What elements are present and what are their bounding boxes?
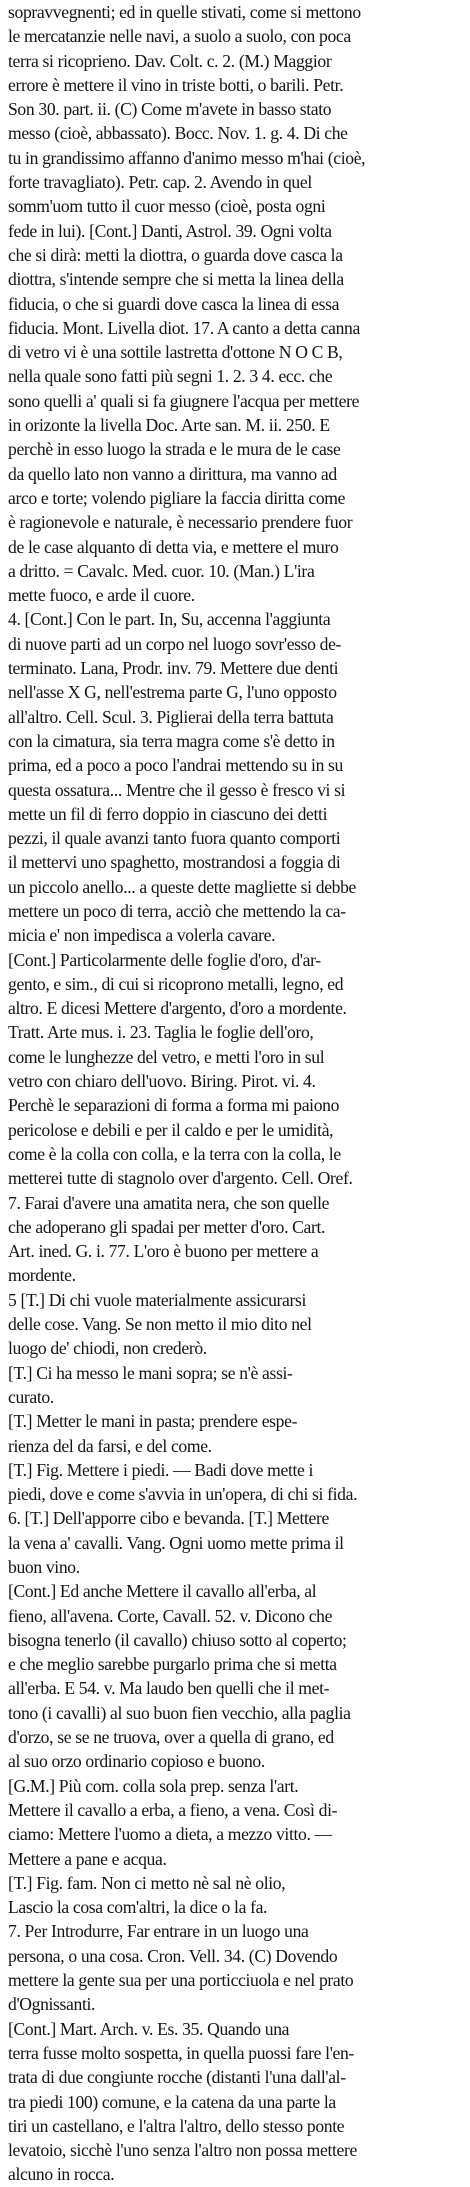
text-line: le mercatanzie nelle navi, a suolo a suolo, con poca <box>8 26 351 47</box>
text-line: Art. ined. G. i. 77. L'oro è buono per mettere a <box>8 1241 319 1262</box>
text-line: delle cose. Vang. Se non metto il mio dito nel <box>8 1314 312 1335</box>
text-line: fiducia. Mont. Livella diot. 17. A canto a detta canna <box>8 317 360 338</box>
text-line: altro. E dicesi Mettere d'argento, d'oro a mordente. <box>8 998 347 1019</box>
text-line: da quello lato non vanno a dirittura, ma vanno ad <box>8 463 337 484</box>
text-line: 6. [T.] Dell'apporre cibo e bevanda. [T.] Mettere <box>8 1508 329 1529</box>
text-line: buon vino. <box>8 1557 80 1577</box>
text-line: [T.] Fig. fam. Non ci metto nè sal nè olio, <box>8 1872 286 1893</box>
text-line: Tratt. Arte mus. i. 23. Taglia le foglie dell'oro, <box>8 1022 314 1043</box>
text-line: e che meglio sarebbe purgarlo prima che si metta <box>8 1654 337 1675</box>
text-line: terra si ricoprieno. Dav. Colt. c. 2. (M.) Maggior <box>8 50 332 71</box>
text-line: [T.] Ci ha messo le mani sopra; se n'è assi- <box>8 1362 293 1383</box>
text-line: 7. Farai d'avere una amatita nera, che son quelle <box>8 1192 330 1213</box>
text-line: ciamo: Mettere l'uomo a dieta, a mezzo vitto. — <box>8 1824 332 1845</box>
text-line: bisogna tenerlo (il cavallo) chiuso sotto al coperto; <box>8 1629 347 1650</box>
text-line: in orizonte la livella Doc. Arte san. M. ii. 250. E <box>8 415 330 436</box>
text-line: a dritto. = Cavalc. Med. cuor. 10. (Man.) L'ira <box>8 560 315 581</box>
text-line: pericolose e debili e per il caldo e per le umidità, <box>8 1119 334 1140</box>
text-line: con la cimatura, sia terra magra come s'è detto in <box>8 730 335 751</box>
text-line: Lascio la cosa com'altri, la dice o la fa. <box>8 1897 268 1918</box>
text-line: de le case alquanto di detta via, e mettere el muro <box>8 536 339 557</box>
text-line: mette fuoco, e arde il cuore. <box>8 585 195 606</box>
text-line: [Cont.] Particolarmente delle foglie d'oro, d'ar- <box>8 949 321 970</box>
text-line: al suo orzo ordinario copioso e buono. <box>8 1751 265 1772</box>
text-line: prima, ed a poco a poco l'andrai mettendo su in su <box>8 755 344 776</box>
text-line: mordente. <box>8 1265 76 1286</box>
text-line: Mettere a pane e acqua. <box>8 1848 167 1869</box>
text-line: vetro con chiaro dell'uovo. Biring. Pirot. vi. 4. <box>8 1071 316 1092</box>
text-line: Perchè le separazioni di forma a forma mi paiono <box>8 1095 340 1116</box>
text-line: [T.] Metter le mani in pasta; prendere espe- <box>8 1411 298 1432</box>
text-line: messo (cioè, abbassato). Bocc. Nov. 1. g. 4. Di che <box>8 123 348 144</box>
text-line: alcuno in rocca. <box>8 2164 115 2185</box>
text-line: 5 [T.] Di chi vuole materialmente assicurarsi <box>8 1289 307 1310</box>
text-line: d'orzo, se se ne truova, over a quella di grano, ed <box>8 1727 334 1748</box>
text-line: trata di due congiunte rocche (distanti l'una dall'al- <box>8 2067 346 2088</box>
text-line: all'altro. Cell. Scul. 3. Piglierai della terra battuta <box>8 706 334 727</box>
text-line: Mettere il cavallo a erba, a fieno, a vena. Così di- <box>8 1799 338 1820</box>
text-line: pezzi, il quale avanzi tanto fuora quanto comporti <box>8 828 341 849</box>
text-line: come le lunghezze del vetro, e metti l'oro in sul <box>8 1046 325 1067</box>
text-line: di nuove parti ad un corpo nel luogo sovr'esso de- <box>8 633 342 654</box>
text-line: tra piedi 100) comune, e la catena da una parte la <box>8 2091 336 2112</box>
text-line: piedi, dove e come s'avvia in un'opera, di chi si fida. <box>8 1484 358 1505</box>
text-line: forte travagliato). Petr. cap. 2. Avendo in quel <box>8 172 312 193</box>
text-line: sono quelli a' quali si fa giugnere l'acqua per mettere <box>8 390 360 411</box>
text-line: la vena a' cavalli. Vang. Ogni uomo mette prima il <box>8 1532 344 1553</box>
text-line: 7. Per Introdurre, Far entrare in un luogo una <box>8 1921 309 1942</box>
text-line: nella quale sono fatti più segni 1. 2. 3 4. ecc. che <box>8 366 333 387</box>
text-line: rienza del da farsi, e del come. <box>8 1435 212 1456</box>
text-line: Son 30. part. ii. (C) Come m'avete in basso stato <box>8 99 332 120</box>
text-line: metterei tutte di stagnolo over d'argento. Cell. Oref. <box>8 1168 353 1189</box>
text-line: gento, e sim., di cui si ricoprono metalli, legno, ed <box>8 973 344 994</box>
text-line: tono (i cavalli) al suo buon fien vecchio, alla paglia <box>8 1702 351 1723</box>
text-line: questa ossatura... Mentre che il gesso è fresco vi si <box>8 779 346 800</box>
text-line: [Cont.] Ed anche Mettere il cavallo all'erba, al <box>8 1581 317 1602</box>
text-line: sopravvegnenti; ed in quelle stivati, come si mettono <box>8 2 361 22</box>
text-line: fieno, all'avena. Corte, Cavall. 52. v. Dicono che <box>8 1605 333 1626</box>
text-line: [G.M.] Più com. colla sola prep. senza l'art. <box>8 1775 299 1796</box>
text-line: è ragionevole e naturale, è necessario prendere fuor <box>8 512 353 533</box>
text-line: nell'asse X G, nell'estrema parte G, l'uno opposto <box>8 682 337 703</box>
text-line: fede in lui). [Cont.] Danti, Astrol. 39. Ogni volta <box>8 220 332 241</box>
text-line: il mettervi uno spaghetto, mostrandosi a foggia di <box>8 852 341 873</box>
text-line: curato. <box>8 1386 54 1407</box>
text-line: mettere la gente sua per una porticciuola e nel prato <box>8 1970 354 1991</box>
text-line: errore è mettere il vino in triste botti, o barili. Petr. <box>8 74 344 95</box>
text-line: levatoio, sicchè l'uno senza l'altro non possa mettere <box>8 2140 357 2161</box>
text-line: mette un fil di ferro doppio in ciascuno dei detti <box>8 803 328 824</box>
text-line: mettere un poco di terra, acciò che mettendo la ca- <box>8 900 346 921</box>
text-line: somm'uom tutto il cuor messo (cioè, posta ogni <box>8 196 326 217</box>
text-line: 4. [Cont.] Con le part. In, Su, accenna l'aggiunta <box>8 609 331 630</box>
text-line: d'Ognissanti. <box>8 1994 96 2015</box>
text-line: che adoperano gli spadai per metter d'oro. Cart. <box>8 1216 326 1237</box>
text-line: micia e' non impedisca a volerla cavare. <box>8 925 276 946</box>
text-line: un piccolo anello... a queste dette magliette si debbe <box>8 876 357 897</box>
text-line: [Cont.] Mart. Arch. v. Es. 35. Quando una <box>8 2018 290 2039</box>
text-line: arco e torte; volendo pigliare la faccia diritta come <box>8 487 346 508</box>
text-line: [T.] Fig. Mettere i piedi. — Badi dove mette i <box>8 1459 314 1480</box>
text-line: all'erba. E 54. v. Ma laudo ben quelli che il met- <box>8 1678 330 1699</box>
text-line: fiducia, o che si guardi dove casca la linea di essa <box>8 293 340 314</box>
text-line: diottra, s'intende sempre che si metta la linea della <box>8 269 344 290</box>
text-line: come è la colla con colla, e la terra con la colla, le <box>8 1143 341 1164</box>
text-line: terminato. Lana, Prodr. inv. 79. Mettere due denti <box>8 658 339 679</box>
text-line: luogo de' chiodi, non crederò. <box>8 1338 207 1359</box>
text-line: tu in grandissimo affanno d'animo messo m'hai (cioè, <box>8 147 366 168</box>
text-line: che si dirà: metti la diottra, o guarda dove casca la <box>8 244 343 265</box>
text-line: perchè in esso luogo la strada e le mura de le case <box>8 439 341 460</box>
text-line: terra fusse molto sospetta, in quella puossi fare l'en- <box>8 2042 354 2063</box>
text-line: tiri un castellano, e l'altra l'altro, dello stesso ponte <box>8 2115 345 2136</box>
text-line: di vetro vi è una sottile lastretta d'ottone N O C B, <box>8 342 343 363</box>
text-line: persona, o una cosa. Cron. Vell. 34. (C) Dovendo <box>8 1945 338 1966</box>
